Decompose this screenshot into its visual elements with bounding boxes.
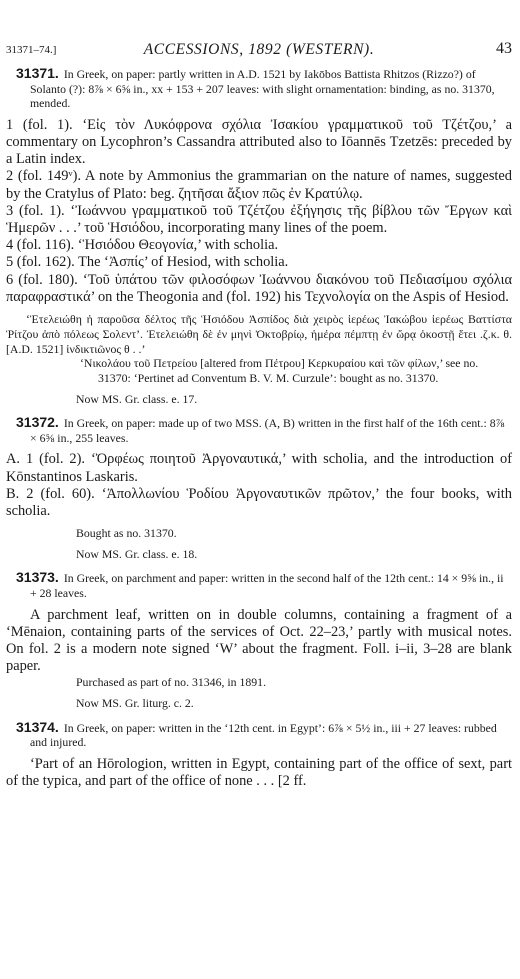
entry-31371-item-3: 3 (fol. 1). ‘Ἰωάννου γραμματικοῦ τοῦ Τζέτζου ἐξήγησις τῆς βίβλου τῶν Ἔργων καὶ Ἡμερῶν . . .’ τοῦ Ἡσιόδου, incorporating many lines of the poem. bbox=[6, 202, 512, 236]
page-number: 43 bbox=[496, 40, 512, 57]
entry-31371-item-1: 1 (fol. 1). ‘Εἰς τὸν Λυκόφρονα σχόλια Ἰσακίου γραμματικοῦ τοῦ Τζέτζου,’ a commentary on Lycophron’s Cassandra attributed also to Iōannēs Tzetzēs: preceded by a Latin index. bbox=[6, 116, 512, 168]
running-head bbox=[6, 40, 512, 62]
entry-31371-item-6: 6 (fol. 180). ‘Τοῦ ὑπάτου τῶν φιλοσόφων Ἰωάννου διακόνου τοῦ Πεδιασίμου σχόλια παραφραστικά’ on the Theogonia and (fol. 192) his Τεχνολογία on the Aspis of Hesiod. bbox=[6, 271, 512, 305]
entry-31372-shelfmark: Now MS. Gr. class. e. 18. bbox=[76, 546, 198, 561]
page-title: ACCESSIONS, 1892 (WESTERN). bbox=[143, 41, 375, 58]
entry-31371-colophon: ‘Ἐτελειώθη ἡ παροῦσα δέλτος τῆς Ἡσιόδου Ἀσπίδος διὰ χειρὸς ἱερέως Ἰακώβου ἱερέως Βαττίστα Ῥίτζου ἀπὸ πόλεως Σολεντ’. Ἐτελειώθη δὲ ἐν μηνὶ Ὀκτοβρίῳ, ἡμέρα πέμπτῃ ἐν ὥρᾳ ὀκοστῇ ἔτει .ζ.κ. θ. [A.D. 1521] ἰνδικτιῶνος θ . .’ bbox=[6, 312, 512, 356]
entry-31373-provenance: Purchased as part of no. 31346, in 1891. bbox=[76, 675, 267, 690]
page-body bbox=[6, 66, 512, 790]
entry-number: 31371. bbox=[16, 65, 59, 81]
entry-31373-shelfmark: Now MS. Gr. liturg. c. 2. bbox=[76, 695, 194, 710]
entry-number: 31374. bbox=[16, 718, 59, 735]
entry-31371-item-2: 2 (fol. 149ᵛ). A note by Ammonius the grammarian on the nature of names, suggested by the Cratylus of Plato: beg. ζητῆσαι ἄξιον πῶς ἐν Κρατύλῳ. bbox=[6, 168, 512, 202]
entry-31373-heading bbox=[6, 570, 512, 600]
entry-31372-provenance: Bought as no. 31370. bbox=[76, 526, 177, 541]
entry-description: In Greek, on paper: written in the ‘12th cent. in Egypt’: 6⅞ × 5½ in., iii + 27 leaves: rubbed and injured. bbox=[30, 720, 497, 750]
entry-31372-item-b: B. 2 (fol. 60). ‘Ἀπολλωνίου Ῥοδίου Ἀργοναυτικῶν πρῶτον,’ the four books, with scholia. bbox=[6, 485, 512, 519]
entry-31371-item-5: 5 (fol. 162). The ‘Ἀσπίς’ of Hesiod, with scholia. bbox=[6, 254, 289, 271]
entry-31371-provenance: ‘Νικολάου τοῦ Πετρείου [altered from Πέτρου] Κερκυραίου καὶ τῶν φίλων,’ see no. 31370: ‘Pertinet ad Conventum B. V. M. Curzule’: bought as no. 31370. bbox=[80, 356, 479, 385]
entry-31373-description: A parchment leaf, written on in double columns, containing a fragment of a ‘Mēnaion, containing parts of the services of Oct. 22–23,’ partly with musical notes. On fol. 2 is a modern note signed ‘W’ about the fragment. Foll. i–ii, 3–28 are blank paper. bbox=[6, 606, 512, 675]
entry-31371-heading bbox=[6, 66, 512, 111]
entry-number: 31372. bbox=[16, 414, 59, 431]
entry-number: 31373. bbox=[16, 569, 59, 586]
entry-31371-item-4: 4 (fol. 116). ‘Ἡσιόδου Θεογονία,’ with scholia. bbox=[6, 237, 279, 254]
entry-31371-shelfmark: Now MS. Gr. class. e. 17. bbox=[76, 391, 198, 406]
entry-31372-heading bbox=[6, 415, 512, 445]
entry-31372-item-a: A. 1 (fol. 2). ‘Ὀρφέως ποιητοῦ Ἀργοναυτικά,’ with scholia, and the introduction of Kōnstantinos Laskaris. bbox=[6, 451, 512, 485]
entry-31374-description: ‘Part of an Hōrologion, written in Egypt, containing part of the office of sext, part of the typica, and part of the office of none . . . [2 ff. bbox=[6, 755, 512, 789]
page-range: 31371–74.] bbox=[6, 44, 57, 56]
entry-description: In Greek, on paper: partly written in A.D. 1521 by Iakōbos Battista Rhitzos (Rizzo?) of Solanto (?): 8⅞ × 6⅝ in., xx + 153 + 207 leaves: with slight ornamentation: binding, as no. 31370, mended. bbox=[30, 67, 495, 111]
entry-31374-heading bbox=[6, 720, 512, 750]
entry-description: In Greek, on parchment and paper: written in the second half of the 12th cent.: 14 × 9⅝ in., ii + 28 leaves. bbox=[30, 571, 504, 600]
entry-description: In Greek, on paper: made up of two MSS. (A, B) written in the first half of the 16th cent.: 8⅞ × 6⅝ in., 255 leaves. bbox=[30, 416, 505, 445]
